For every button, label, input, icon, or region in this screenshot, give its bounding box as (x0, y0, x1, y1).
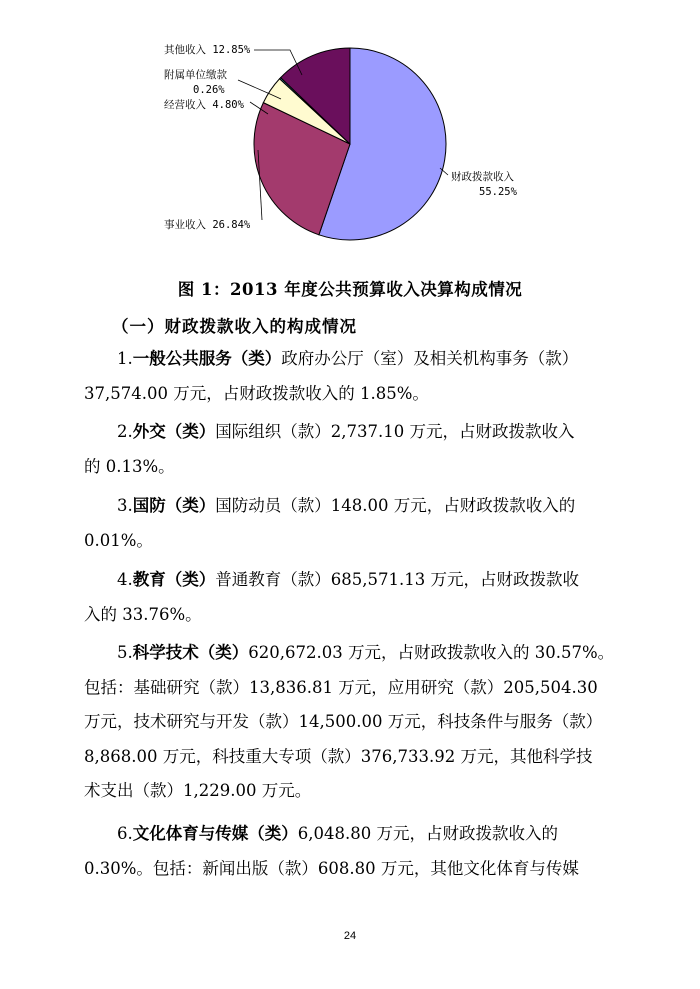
label-caizheng: 财政拨款收入 (451, 171, 514, 183)
item-2: 2.外交（类）国际组织（款）2,737.10 万元，占财政拨款收入 的 0.13%。 (84, 422, 575, 476)
section-heading: （一）财政拨款收入的构成情况 (112, 317, 357, 336)
label-caizheng-pct: 55.25% (479, 186, 517, 198)
item-6: 6.文化体育与传媒（类）6,048.80 万元，占财政拨款收入的 0.30%。包括：新闻出版（款）608.80 万元，其他文化体育与传媒 (84, 824, 579, 878)
label-shiye: 事业收入 26.84% (164, 219, 251, 231)
label-jingying: 经营收入 4.80% (164, 99, 244, 111)
item-3: 3.国防（类）国防动员（款）148.00 万元，占财政拨款收入的 0.01%。 (84, 496, 576, 550)
page-number: 24 (343, 930, 357, 942)
pie-slices (254, 48, 446, 240)
label-fushu: 附属单位缴款 (164, 69, 227, 81)
item-1: 1.一般公共服务（类）政府办公厅（室）及相关机构事务（款） 37,574.00 万元，占财政拨款收入的 1.85%。 (84, 349, 579, 403)
label-qita: 其他收入 12.85% (164, 44, 251, 56)
figure-caption: 图 1：2013 年度公共预算收入决算构成情况 (177, 280, 523, 299)
item-5: 5.科学技术（类）620,672.03 万元，占财政拨款收入的 30.57%。 包括：基础研究（款）13,836.81 万元，应用研究（款）205,504.30 万元，技术研究与开发（款）14,500.00 万元，科技条件与服务（款） 8,868.00 万元，科技重大专项（款）376,733.92 万元，其他科学技 术支出（款）1,229.00 万元。 (84, 643, 615, 800)
label-fushu-pct: 0.26% (193, 84, 225, 96)
item-4: 4.教育（类）普通教育（款）685,571.13 万元，占财政拨款收 入的 33.76%。 (84, 570, 579, 624)
revenue-pie-chart (0, 0, 700, 270)
